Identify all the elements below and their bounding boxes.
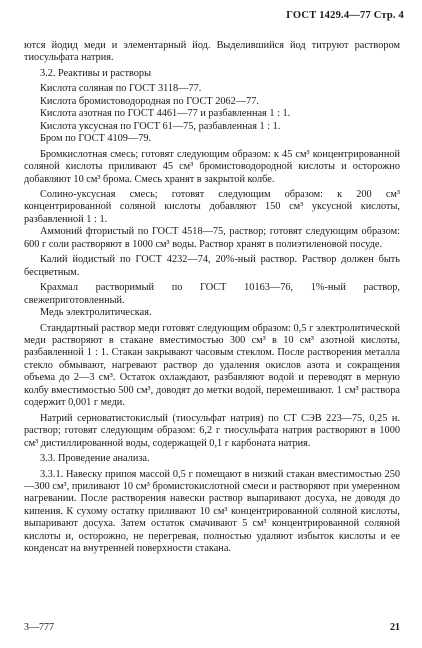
page-header: ГОСТ 1429.4—77 Стр. 4 [286, 10, 404, 21]
reagent-item: Аммоний фтористый по ГОСТ 4518—75, раствор; готовят следующим образом: 600 г соли растворяют в 1000 см³ воды. Раствор хранят в полиэтиленовой посуде. [24, 226, 400, 250]
reagent-item: Стандартный раствор меди готовят следующим образом: 0,5 г электролитической меди растворяют в стакане вместимостью 300 см³ в 10 см³ азотной кислоты, разбавленной 1 : 1. Стакан закрывают часовым стеклом. После растворения металла стекло обмывают, нагревают раствор до удаления окислов азота и сокращения объема до 2—3 см³. Остаток охлаждают, разбавляют водой и переводят в мерную колбу вместимостью 500 см³, доводят до метки водой, перемешивают. 1 см³ раствора содержит 0,001 г меди. [24, 322, 400, 409]
reagent-item: Крахмал растворимый по ГОСТ 10163—76, 1%-ный раствор, свежеприготовленный. [24, 282, 400, 306]
reagent-item: Кислота уксусная по ГОСТ 61—75, разбавленная 1 : 1. [40, 120, 281, 132]
section-heading-analysis: 3.3. Проведение анализа. [40, 453, 150, 465]
reagent-item: Кислота соляная по ГОСТ 3118—77. [40, 83, 202, 95]
reagent-item: Солино-уксусная смесь; готовят следующим образом: к 200 см³ концентрированной соляной кислоты добавляют 150 см³ уксусной кислоты, разбавленной 1 : 1. [24, 188, 400, 225]
paragraph-continuation: ются йодид меди и элементарный йод. Выделившийся йод титруют раствором тиосульфата натрия. [24, 40, 400, 64]
reagent-item: Кислота бромистоводородная по ГОСТ 2062—77. [40, 95, 259, 107]
analysis-step: 3.3.1. Навеску припоя массой 0,5 г помещают в низкий стакан вместимостью 250—300 см³, приливают 10 см³ бромистокислотной смеси и растворяют при умеренном нагревании. После растворения навески раствор выпаривают досуха, не доводя до кипения. К сухому остатку приливают 10 см³ концентрированной соляной кислоты, выпаривают досуха. Затем остаток смачивают 5 см³ концентрированной соляной кислоты и, осторожно, не перегревая, полностью удаляют избыток кислоты и ее конденсат на внутренней поверхности стакана. [24, 468, 400, 555]
section-heading-reagents: 3.2. Реактивы и растворы [40, 67, 151, 79]
reagent-item: Бромкислотная смесь; готовят следующим образом: к 45 см³ концентрированной соляной кислоты приливают 45 см³ бромистоводородной кислоты и осторожно добавляют 10 см³ брома. Смесь хранят в закрытой колбе. [24, 148, 400, 185]
reagent-item: Медь электролитическая. [40, 307, 152, 319]
document-body [24, 40, 400, 556]
reagent-item: Натрий серноватистокислый (тиосульфат натрия) по СТ СЭВ 223—75, 0,25 н. раствор; готовят следующим образом: 6,2 г тиосульфата натрия растворяют в 1000 см³ дистиллированной воды, содержащей 0,1 г карбоната натрия. [24, 412, 400, 449]
reagent-item: Бром по ГОСТ 4109—79. [40, 133, 152, 145]
reagent-item: Калий йодистый по ГОСТ 4232—74, 20%-ный раствор. Раствор должен быть бесцветным. [24, 254, 400, 278]
page-number: 21 [390, 622, 400, 633]
reagent-item: Кислота азотная по ГОСТ 4461—77 и разбавленная 1 : 1. [40, 108, 291, 120]
footer-print-code: 3—777 [24, 622, 54, 633]
